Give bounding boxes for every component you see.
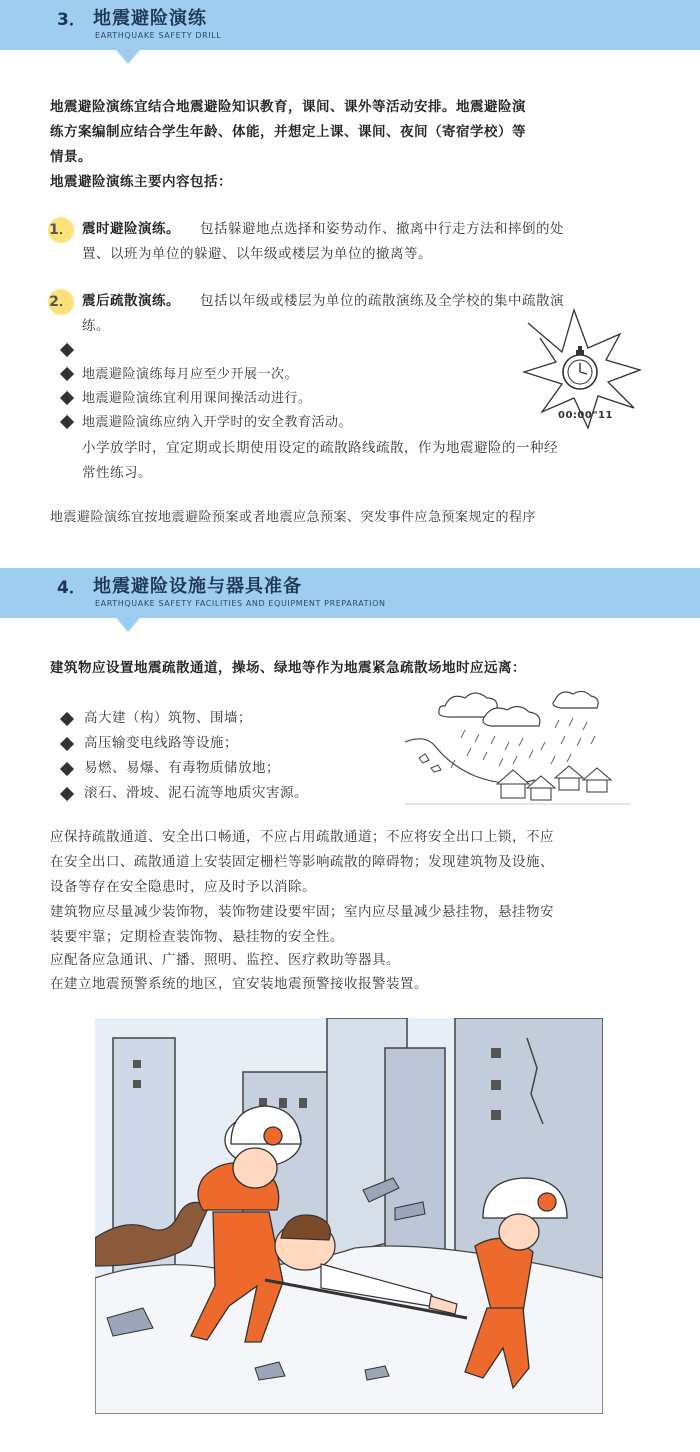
rescue-illustration (95, 1018, 603, 1414)
section4-body-line: 建筑物应尽量减少装饰物，装饰物建设要牢固；室内应尽量减少悬挂物，悬挂物安 (50, 904, 554, 920)
cloud-icon (439, 691, 598, 726)
section4-intro: 建筑物应设置地震疏散通道，操场、绿地等作为地震紧急疏散场地时应远离： (50, 660, 526, 676)
item-number-badge: 1． (48, 217, 74, 243)
bullet-diamond (61, 416, 73, 428)
item-number-badge: 2． (48, 289, 74, 315)
bullet-text: 高压输变电线路等设施； (84, 735, 238, 751)
section3-intro-line: 练方案编制应结合学生年龄、体能，并想定上课、课间、夜间（寄宿学校）等 (50, 124, 526, 140)
bullet-text: 高大建（构）筑物、围墙； (84, 710, 252, 726)
drill-item-text: 置、以班为单位的躲避、以年级或楼层为单位的撤离等。 (82, 246, 432, 262)
section4-title: 地震避险设施与器具准备 (93, 576, 302, 597)
extra-line: 小学放学时，宜定期或长期使用设定的疏散路线疏散，作为地震避险的一种经 (82, 440, 558, 456)
section3-intro-line: 地震避险演练主要内容包括： (50, 174, 232, 190)
drill-item-1 (82, 217, 564, 242)
bullet-text: 地震避险演练应纳入开学时的安全教育活动。 (82, 415, 353, 430)
drill-item-text: 练。 (82, 318, 110, 334)
section3-number: 3． (57, 10, 86, 30)
section4-body-line: 在建立地震预警系统的地区，宜安装地震预警接收报警装置。 (50, 976, 428, 992)
bullet-diamond (61, 344, 73, 356)
bullet-diamond (61, 788, 73, 800)
bullet-diamond (61, 763, 73, 775)
drill-item-label: 震时避险演练。 (82, 221, 180, 237)
bullet-text: 滚石、滑坡、泥石流等地质灾害源。 (84, 785, 308, 801)
section4-body-line: 设备等存在安全隐患时，应及时予以消除。 (50, 879, 316, 895)
section3-intro-line: 情景。 (50, 149, 92, 165)
bullet-text: 易燃、易爆、有毒物质储放地； (84, 760, 280, 776)
banner-notch (116, 618, 140, 632)
village-houses-icon (497, 766, 611, 800)
bullet-diamond (61, 392, 73, 404)
stopwatch-readout: 00:00"11 (558, 410, 613, 421)
section4-body-line: 应保持疏散通道、安全出口畅通，不应占用疏散通道；不应将安全出口上锁，不应 (50, 829, 554, 845)
section4-number: 4． (57, 578, 86, 598)
drill-item-2 (82, 289, 564, 314)
drill-item-text: 包括躲避地点选择和姿势动作、撤离中行走方法和摔倒的处 (200, 221, 564, 237)
drill-item-label: 震后疏散演练。 (82, 293, 180, 309)
bullet-text: 地震避险演练宜利用课间操活动进行。 (82, 391, 312, 406)
section3-subtitle: EARTHQUAKE SAFETY DRILL (95, 31, 222, 40)
section3-title: 地震避险演练 (93, 8, 207, 29)
banner-notch (116, 50, 140, 64)
extra-line: 常性练习。 (82, 465, 152, 481)
section4-body-line: 在安全出口、疏散通道上安装固定栅栏等影响疏散的障碍物；发现建筑物及设施、 (50, 854, 554, 870)
section4-body-line: 装要牢靠；定期检查装饰物、悬挂物的安全性。 (50, 929, 344, 945)
bullet-diamond (61, 368, 73, 380)
section3-banner (0, 0, 700, 50)
section3-closing: 地震避险演练宜按地震避险预案或者地震应急预案、突发事件应急预案规定的程序 (50, 510, 537, 525)
section4-body-line: 应配备应急通讯、广播、照明、监控、医疗救助等器具。 (50, 952, 400, 968)
bullet-text: 地震避险演练每月应至少开展一次。 (82, 367, 299, 382)
bullet-diamond (61, 738, 73, 750)
section4-subtitle: EARTHQUAKE SAFETY FACILITIES AND EQUIPMENT PREPARATION (95, 599, 386, 608)
drill-item-text: 包括以年级或楼层为单位的疏散演练及全学校的集中疏散演 (200, 293, 564, 309)
bullet-diamond (61, 713, 73, 725)
landslide-rain-illustration (405, 686, 630, 808)
section4-banner (0, 568, 700, 618)
section3-intro-line: 地震避险演练宜结合地震避险知识教育，课间、课外等活动安排。地震避险演 (50, 99, 526, 115)
